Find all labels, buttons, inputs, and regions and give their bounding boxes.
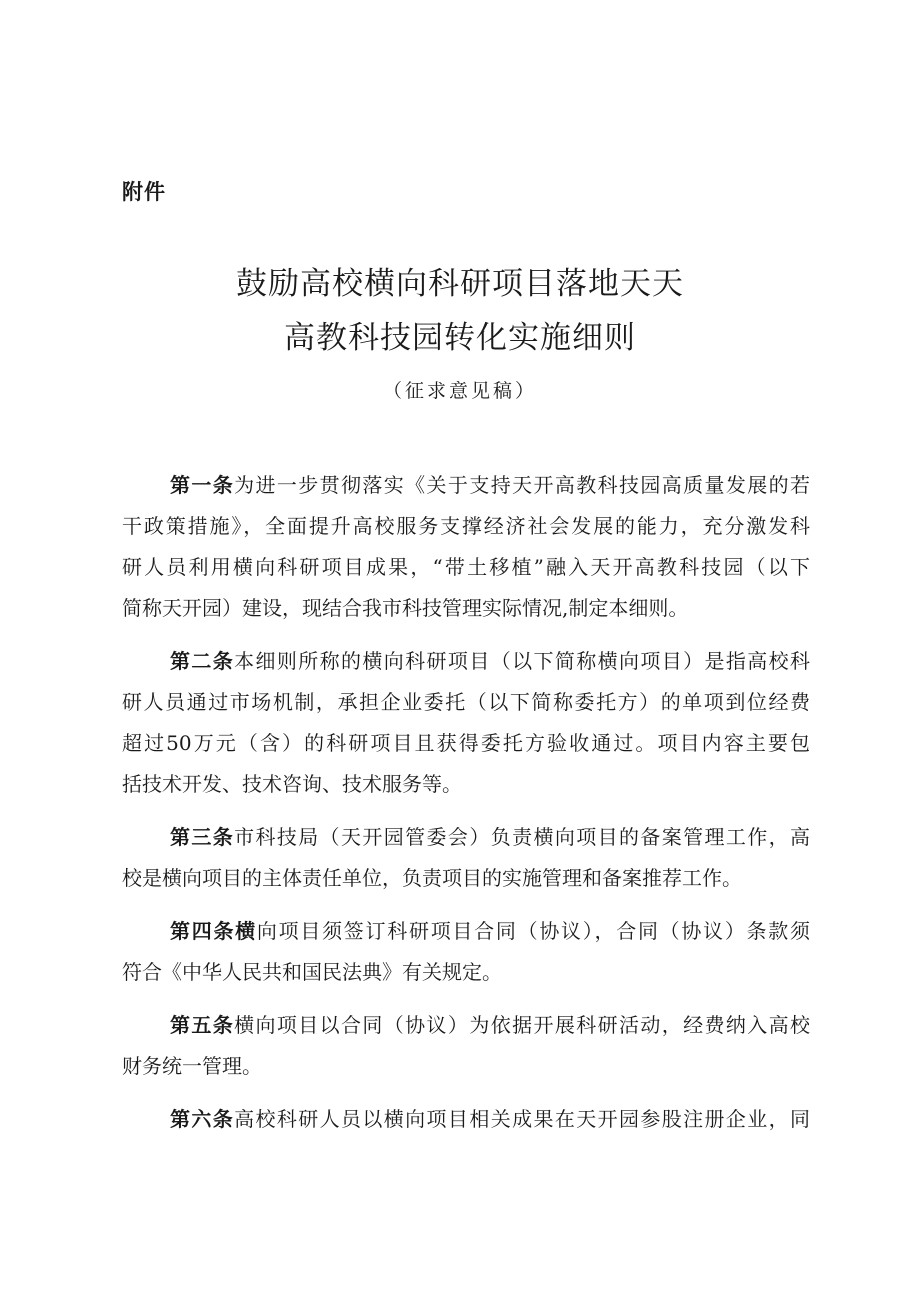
article-label: 第三条 [170, 825, 235, 849]
paragraph-line: 校是横向项目的主体责任单位，负责项目的实施管理和备案推荐工作。 [122, 866, 742, 890]
article-4 [122, 911, 810, 993]
paragraph-line: 符合《中华人民共和国民法典》有关规定。 [122, 960, 502, 984]
article-5 [122, 1005, 810, 1087]
paragraph-line: 研人员利用横向科研项目成果，“带土移植”融入天开高教科技园（以下 [122, 555, 810, 579]
paragraph-line: 干政策措施》，全面提升高校服务支撑经济社会发展的能力，充分激发科 [122, 514, 810, 538]
article-3 [122, 817, 810, 899]
paragraph-line [122, 641, 810, 682]
article-text: 为进一步贯彻落实《关于支持天开高教科技园高质量发展的若 [234, 473, 811, 497]
paragraph-line: 括技术开发、技术咨询、技术服务等。 [122, 772, 462, 796]
article-label: 第五条 [170, 1013, 235, 1037]
document-title-line-2: 高教科技园转化实施细则 [284, 320, 636, 356]
paragraph-line: 超过50万元（含）的科研项目且获得委托方验收通过。项目内容主要包 [122, 731, 810, 755]
article-label: 第二条 [170, 649, 235, 673]
paragraph-line [122, 1099, 810, 1140]
paragraph-line: 简称天开园）建设，现结合我市科技管理实际情况,制定本细则。 [122, 596, 689, 620]
article-label: 第四条横 [170, 919, 257, 943]
paragraph-line: 研人员通过市场机制，承担企业委托（以下简称委托方）的单项到位经费 [122, 690, 810, 714]
document-subtitle: （征求意见稿） [382, 380, 537, 402]
article-label: 第六条 [170, 1107, 235, 1131]
document-body [122, 465, 810, 1140]
article-text: 高校科研人员以横向项目相关成果在天开园参股注册企业，同 [234, 1107, 811, 1131]
document-title-line-1: 鼓励高校横向科研项目落地天天 [236, 266, 684, 302]
paragraph-line [122, 465, 810, 506]
article-6 [122, 1099, 810, 1140]
paragraph-line [122, 1005, 810, 1046]
article-text: 本细则所称的横向科研项目（以下简称横向项目）是指高校科 [234, 649, 811, 673]
paragraph-line [122, 817, 810, 858]
article-1 [122, 465, 810, 629]
article-label: 第一条 [170, 473, 235, 497]
paragraph-line [122, 911, 810, 952]
paragraph-line: 财务统一管理。 [122, 1054, 262, 1078]
article-2 [122, 641, 810, 805]
article-text: 市科技局（天开园管委会）负责横向项目的备案管理工作，高 [234, 825, 811, 849]
article-text: 向项目须签订科研项目合同（协议），合同（协议）条款须 [256, 919, 811, 943]
article-text: 横向项目以合同（协议）为依据开展科研活动，经费纳入高校 [234, 1013, 811, 1037]
attachment-label: 附件 [122, 180, 166, 204]
